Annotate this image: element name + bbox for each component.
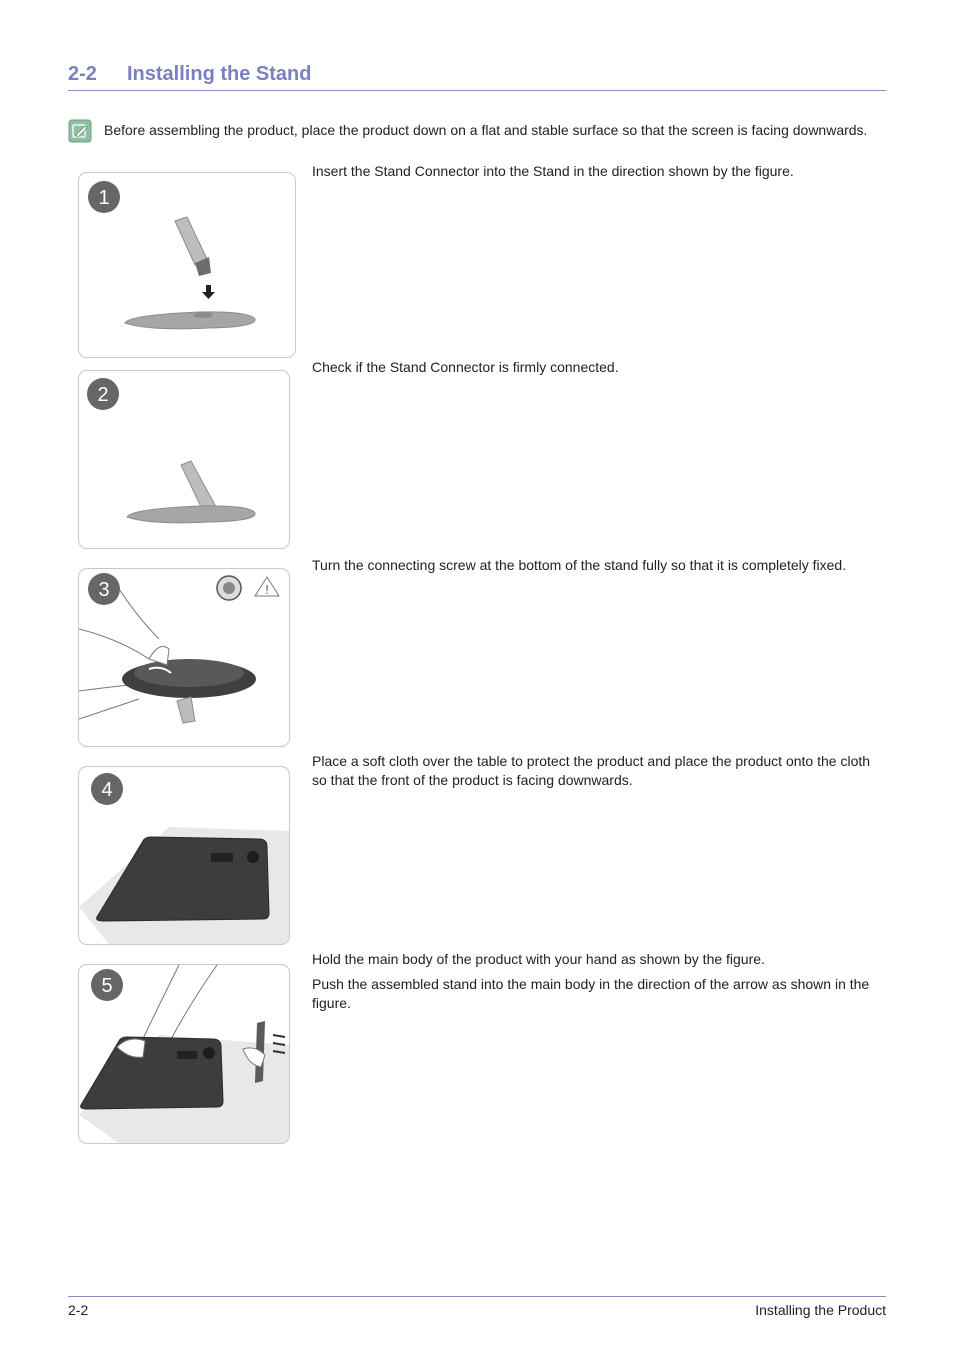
step-1-figure	[78, 172, 296, 358]
step-1-badge-number: 1	[98, 187, 110, 209]
step-4-figure	[78, 766, 290, 945]
section-header	[68, 60, 886, 91]
step-2-figure	[78, 370, 290, 549]
step-4-paragraph: Place a soft cloth over the table to protect the product and place the product onto the cloth so that the front of the product is facing downwards.	[312, 753, 871, 788]
step-5-paragraph-1: Hold the main body of the product with your hand as shown by the figure.	[312, 951, 765, 967]
step-5-figure	[78, 964, 290, 1144]
svg-text:!: !	[265, 582, 269, 597]
step-5-badge-number: 5	[101, 975, 113, 997]
step-1-text	[312, 162, 887, 187]
note-text: Before assembling the product, place the product down on a flat and stable surface so that the screen is facing downwards.	[104, 122, 868, 138]
step-4-badge-number: 4	[101, 779, 113, 801]
step-3-text	[312, 556, 887, 581]
step-3-badge-number: 3	[98, 579, 110, 601]
step-5-paragraph-2: Push the assembled stand into the main body in the direction of the arrow as shown in the figure.	[312, 976, 870, 1011]
step-2-badge-number: 2	[97, 384, 109, 406]
step-3-paragraph: Turn the connecting screw at the bottom of the stand fully so that it is completely fixed.	[312, 557, 847, 573]
page-footer	[68, 1296, 886, 1318]
section-title: Installing the Stand	[127, 63, 312, 85]
step-3-figure	[78, 568, 290, 747]
section-number: 2-2	[68, 63, 97, 85]
step-4-text	[312, 752, 887, 796]
footer-section-title: Installing the Product	[755, 1302, 886, 1318]
step-2-paragraph: Check if the Stand Connector is firmly connected.	[312, 359, 619, 375]
step-1-paragraph: Insert the Stand Connector into the Stand in the direction shown by the figure.	[312, 163, 794, 179]
note-pencil-icon	[68, 119, 92, 143]
note	[68, 119, 898, 145]
step-2-text	[312, 358, 887, 383]
step-5-text	[312, 950, 887, 1019]
page-number: 2-2	[68, 1302, 89, 1318]
